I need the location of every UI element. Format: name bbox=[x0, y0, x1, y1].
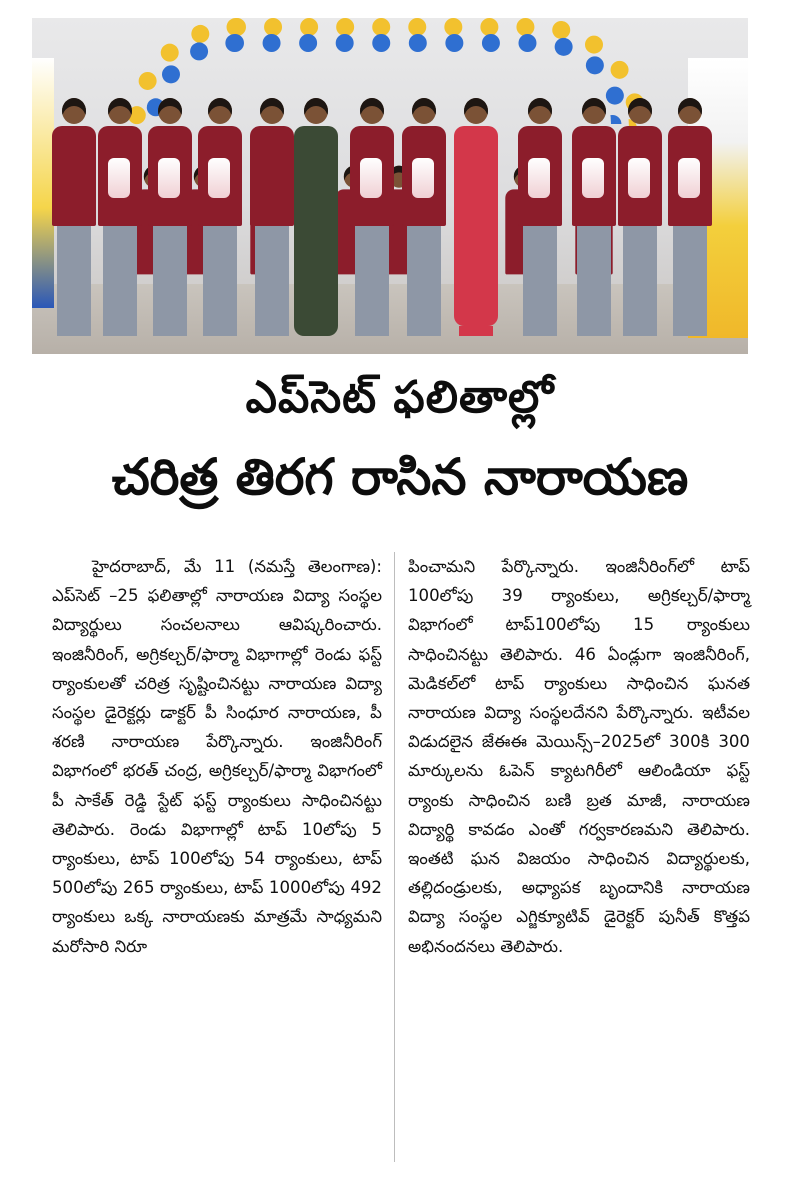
article-headline: చరిత్ర తిరగ రాసిన నారాయణ bbox=[111, 448, 689, 506]
student-figure bbox=[618, 98, 662, 336]
student-figure bbox=[572, 98, 616, 336]
student-figure bbox=[250, 98, 294, 336]
student-figure bbox=[518, 98, 562, 336]
article-column-right: పించామని పేర్కొన్నారు. ఇంజినీరింగ్‌లో టాప్ 100లోపు 39 ర్యాంకులు, అగ్రికల్చర్/ఫార్మా విభాగంలో టాప్100లోపు 15 ర్యాంకులు సాధించినట్టు తెలిపారు. 46 ఏండ్లుగా ఇంజినీరింగ్, మెడికల్‌లో టాప్ ర్యాంకులు సాధించిన ఘనత నారాయణ విద్యా సంస్థలదేనని పేర్కొన్నారు. ఇటీవల విడుదలైన జేఈఈ మెయిన్స్–2025లో 300కి 300 మార్కులను ఓపెన్ క్యాటగిరీలో ఆలిండియా ఫస్ట్ ర్యాంకు సాధించిన బణి బ్రత మాజీ, నారాయణ విద్యార్థి కావడం ఎంతో గర్వకారణమని తెలిపారు. ఇంతటి ఘన విజయం సాధించిన విద్యార్థులకు, తల్లిదండ్రులకు, అధ్యాపక బృందానికి నారాయణ విద్యా సంస్థల ఎగ్జిక్యూటివ్ డైరెక్టర్ పునీత్ కొత్తప అభినందనలు తెలిపారు. bbox=[408, 557, 750, 956]
student-figure bbox=[52, 98, 96, 336]
student-figure bbox=[350, 98, 394, 336]
column-divider bbox=[394, 552, 395, 1162]
banner-left bbox=[32, 58, 54, 308]
article-column-left: హైదరాబాద్, మే 11 (నమస్తే తెలంగాణ): ఎప్‌సెట్ –25 ఫలితాల్లో నారాయణ విద్యా సంస్థల విద్యార్థులు సంచలనాలు ఆవిష్కరించారు. ఇంజినీరింగ్, అగ్రికల్చర్/ఫార్మా విభాగాల్లో రెండు ఫస్ట్ ర్యాంకులతో చరిత్ర సృష్టించినట్టు నారాయణ విద్యా సంస్థల డైరెక్టర్లు డాక్టర్ పీ సింధూర నారాయణ, పీ శరణి నారాయణ పేర్కొన్నారు. ఇంజినీరింగ్ విభాగంలో భరత్ చంద్ర, అగ్రికల్చర్/ఫార్మా విభాగంలో పీ సాకేత్ రెడ్డి స్టేట్ ఫస్ట్ ర్యాంకులు సాధించినట్టు తెలిపారు. రెండు విభాగాల్లో టాప్ 10లోపు 5 ర్యాంకులు, టాప్ 100లోపు 54 ర్యాంకులు, టాప్ 500లోపు 265 ర్యాంకులు, టాప్ 1000లోపు 492 ర్యాంకులు ఒక్క నారాయణకు మాత్రమే సాధ్యమని మరోసారి నిరూ bbox=[52, 557, 382, 956]
student-figure bbox=[198, 98, 242, 336]
student-figure bbox=[98, 98, 142, 336]
article-kicker: ఎప్‌సెట్ ఫలితాల్లో bbox=[245, 372, 555, 423]
student-figure bbox=[668, 98, 712, 336]
director-figure bbox=[294, 98, 338, 336]
group-photo bbox=[32, 18, 748, 354]
director-figure bbox=[454, 98, 498, 336]
student-figure bbox=[402, 98, 446, 336]
student-figure bbox=[148, 98, 192, 336]
